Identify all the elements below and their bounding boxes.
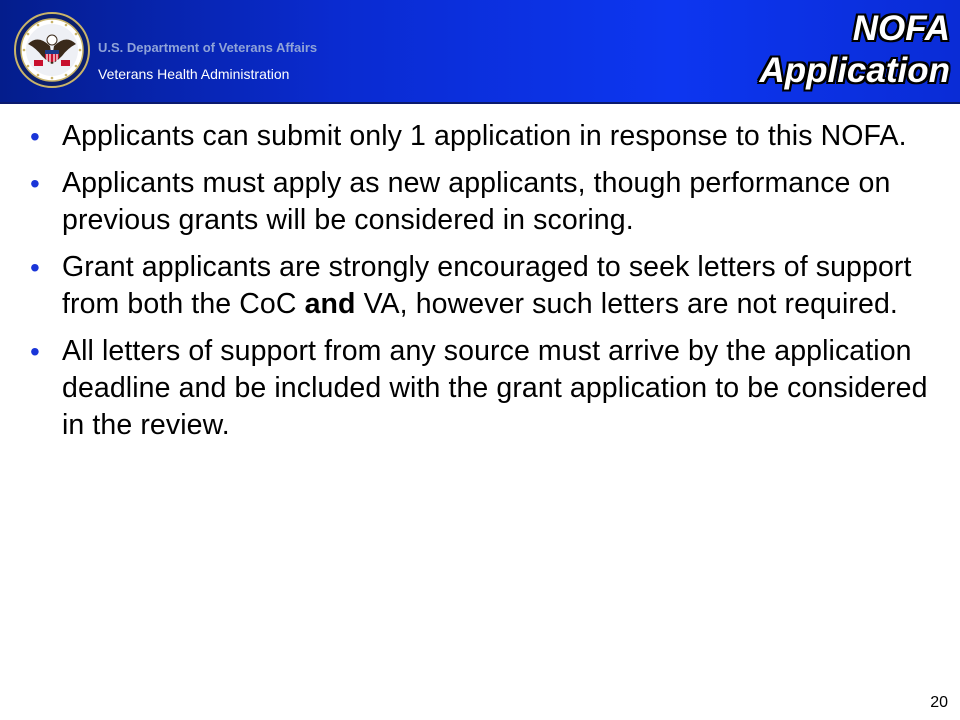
bullet-text-bold: and	[304, 288, 356, 320]
slide-title-line2: Application	[759, 51, 950, 90]
administration-name: Veterans Health Administration	[98, 66, 290, 82]
bullet-text: All letters of support from any source must arrive by the application deadline and be included with the grant application to be considered in the review.	[62, 335, 928, 441]
department-name: U.S. Department of Veterans Affairs	[98, 40, 318, 55]
bullet-item	[30, 165, 935, 239]
bullet-text: Applicants must apply as new applicants, though performance on previous grants will be considered in scoring.	[62, 167, 891, 236]
bullet-item	[30, 118, 935, 155]
bullet-item	[30, 249, 935, 323]
bullet-item	[30, 333, 935, 444]
bullet-text: Applicants can submit only 1 application in response to this NOFA.	[62, 120, 907, 152]
header-banner	[0, 0, 960, 104]
bullet-icon: •	[30, 168, 40, 199]
bullet-text-after: VA, however such letters are not required.	[355, 288, 898, 320]
bullet-icon: •	[30, 336, 40, 367]
va-seal-icon	[14, 12, 90, 88]
bullet-icon: •	[30, 121, 40, 152]
bullet-list	[30, 118, 935, 454]
bullet-icon: •	[30, 252, 40, 283]
page-number: 20	[930, 694, 948, 711]
slide-title-line1: NOFA	[852, 9, 950, 48]
slide-title	[759, 8, 950, 92]
bullet-text-before: Grant applicants are strongly encouraged to seek letters of support from both the CoC	[62, 251, 912, 320]
